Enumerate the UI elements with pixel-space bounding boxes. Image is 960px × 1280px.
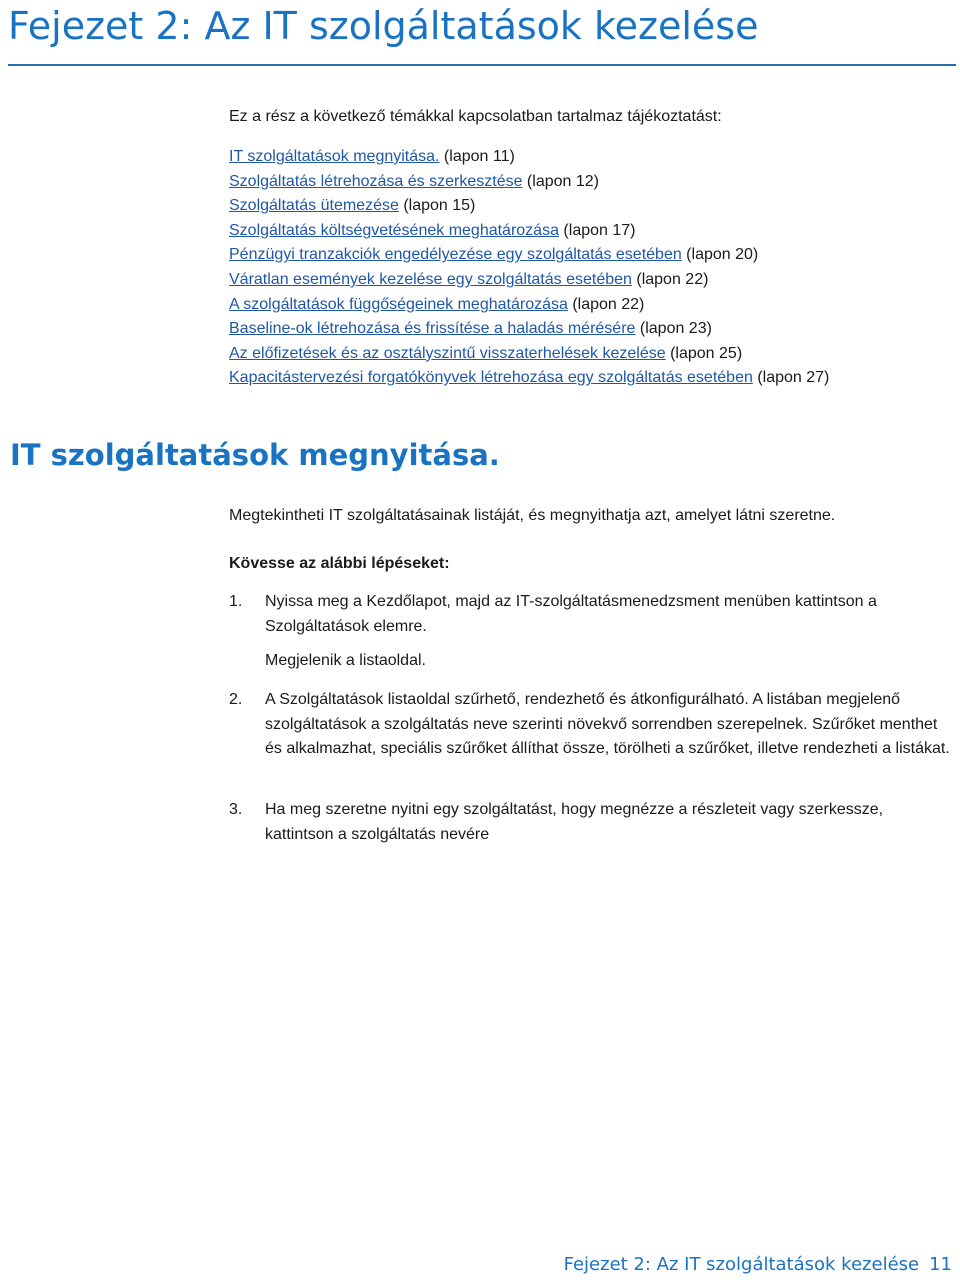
topic-page-ref: (lapon 22) (631, 270, 709, 288)
topic-item (229, 145, 829, 170)
topic-page-ref: (lapon 23) (635, 320, 712, 338)
topic-page-ref: (lapon 22) (567, 295, 645, 313)
topic-page-ref: (lapon 20) (681, 246, 759, 264)
step-result: Megjelenik a listaoldal. (265, 652, 426, 670)
topic-link[interactable]: Az előfizetések és az osztályszintű visszaterhelések kezelése (229, 344, 666, 362)
topic-link[interactable]: Szolgáltatás ütemezése (229, 197, 399, 215)
step-text: Ha meg szeretne nyitni egy szolgáltatást, hogy megnézze a részleteit vagy szerkessze, kattintson a szolgáltatás nevére (265, 801, 884, 843)
chapter-title: Fejezet 2: Az IT szolgáltatások kezelése (8, 4, 759, 48)
topic-page-ref: (lapon 12) (522, 172, 599, 190)
step-item (229, 590, 954, 674)
topic-link[interactable]: Szolgáltatás létrehozása és szerkesztése (229, 172, 523, 190)
topic-item (229, 219, 829, 244)
topic-item (229, 317, 829, 342)
topic-page-ref: (lapon 11) (439, 148, 515, 165)
step-number: 3. (229, 801, 243, 818)
topic-list (229, 145, 829, 391)
step-text: A Szolgáltatások listaoldal szűrhető, rendezhető és átkonfigurálható. A listában megjelenő szolgáltatások a szolgáltatás neve szerinti növekvő sorrendben szerepelnek. Szűrőket menthet és alkalmazhat, speciális szűrőket állíthat össze, törölheti a szűrőket, illetve rendezheti a listákat. (265, 691, 950, 758)
topic-item (229, 194, 829, 219)
topic-item (229, 366, 829, 391)
topic-link[interactable]: IT szolgáltatások megnyitása. (229, 148, 440, 165)
topic-item (229, 268, 829, 293)
intro-text: Ez a rész a következő témákkal kapcsolatban tartalmaz tájékoztatást: (229, 108, 722, 125)
footer-chapter: Fejezet 2: Az IT szolgáltatások kezelése (563, 1254, 920, 1275)
topic-link[interactable]: Pénzügyi tranzakciók engedélyezése egy szolgáltatás esetében (229, 246, 682, 264)
step-text: Nyissa meg a Kezdőlapot, majd az IT-szolgáltatásmenedzsment menüben kattintson a Szolgáltatások elemre. (265, 593, 877, 635)
topic-item (229, 293, 829, 318)
topic-item (229, 243, 829, 268)
step-number: 1. (229, 593, 243, 610)
step-number: 2. (229, 691, 243, 708)
topic-page-ref: (lapon 27) (752, 369, 830, 387)
topic-link[interactable]: Szolgáltatás költségvetésének meghatározása (229, 221, 559, 239)
topic-link[interactable]: A szolgáltatások függőségeinek meghatározása (229, 295, 568, 313)
section-heading: IT szolgáltatások megnyitása. (10, 438, 500, 472)
step-item (229, 688, 954, 762)
footer-page-number: 11 (929, 1254, 952, 1275)
step-item (229, 798, 954, 847)
topic-item (229, 342, 829, 367)
topic-page-ref: (lapon 17) (558, 221, 636, 239)
section-intro: Megtekintheti IT szolgáltatásainak listáját, és megnyithatja azt, amelyet látni szeretne. (229, 507, 836, 524)
topic-item (229, 170, 829, 195)
topic-page-ref: (lapon 15) (398, 197, 476, 215)
topic-link[interactable]: Váratlan események kezelése egy szolgáltatás esetében (229, 270, 632, 288)
page-footer (564, 1254, 952, 1275)
topic-page-ref: (lapon 25) (665, 344, 743, 362)
topic-link[interactable]: Kapacitástervezési forgatókönyvek létrehozása egy szolgáltatás esetében (229, 369, 753, 387)
steps-label: Kövesse az alábbi lépéseket: (229, 555, 450, 572)
topic-link[interactable]: Baseline-ok létrehozása és frissítése a haladás mérésére (229, 320, 636, 338)
title-divider (8, 64, 956, 66)
